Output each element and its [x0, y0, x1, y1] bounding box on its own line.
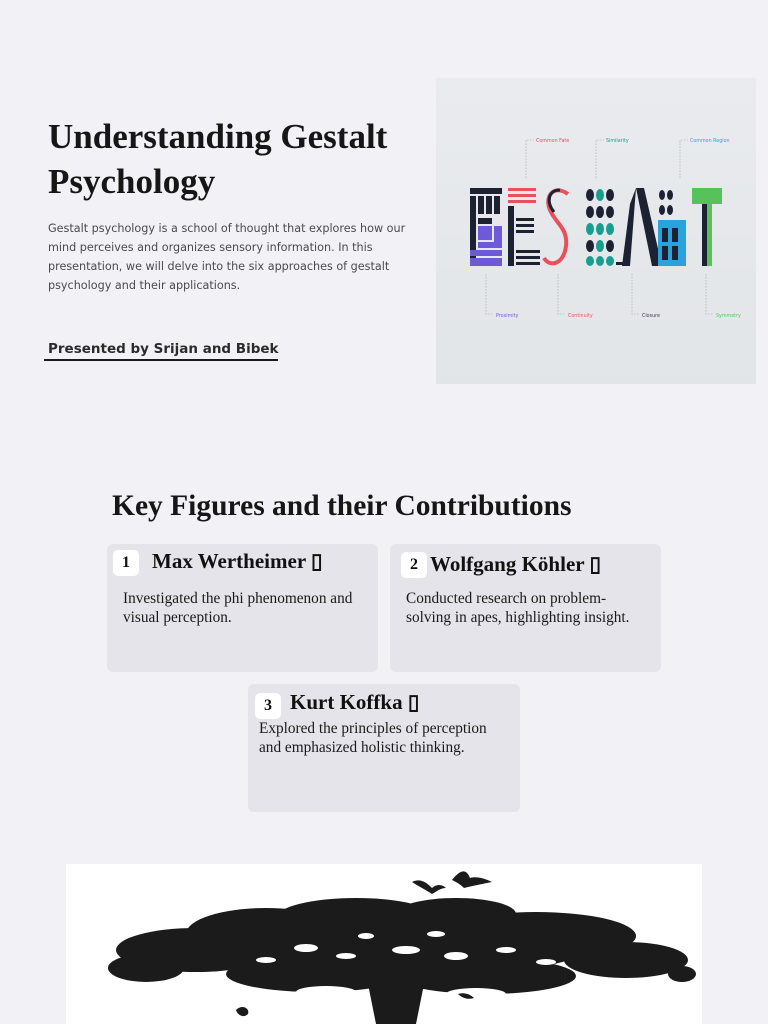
letter-e — [508, 188, 540, 266]
label-common-fate: Common Fate — [536, 139, 570, 144]
gestalt-word-graphic — [436, 78, 756, 384]
letter-t-dots — [586, 189, 614, 266]
letter-g — [470, 188, 502, 266]
label-common-region: Common Region — [690, 139, 730, 144]
figure-card-kohler — [390, 544, 661, 672]
label-symmetry: Symmetry — [716, 314, 741, 319]
tree-canopy — [108, 898, 696, 1024]
tree-and-birds-icon — [66, 864, 702, 1024]
bird-icons — [412, 871, 492, 894]
gestalt-illustration — [436, 78, 756, 384]
intro-description: Gestalt psychology is a school of thought that explores how our mind perceives and organizes sensory information. In this presentation, we will delve into the six approaches of gestalt psychology and their applications. — [48, 222, 406, 292]
figure-number: 1 — [113, 550, 139, 576]
figure-name: Max Wertheimer ▯ — [152, 549, 323, 573]
key-figures-title: Key Figures and their Contributions — [112, 490, 572, 522]
figure-description: Investigated the phi phenomenon and visual perception. — [123, 590, 353, 626]
missing-glyph-icon: ▯ — [407, 690, 420, 714]
figure-number: 3 — [255, 693, 281, 719]
presenters-link[interactable] — [44, 341, 278, 361]
figure-number: 2 — [401, 552, 427, 578]
missing-glyph-icon: ▯ — [589, 552, 602, 576]
figure-name: Wolfgang Köhler ▯ — [430, 552, 602, 576]
figure-description: Conducted research on problem-solving in apes, highlighting insight. — [406, 590, 630, 626]
label-closure: Closure — [642, 314, 660, 319]
label-continuity: Continuity — [568, 314, 593, 319]
page-title: Understanding Gestalt Psychology — [48, 117, 388, 201]
figure-description: Explored the principles of perception and emphasized holistic thinking. — [259, 720, 487, 756]
letter-a — [616, 188, 662, 266]
figure-card-wertheimer — [107, 544, 378, 672]
letter-l — [658, 190, 686, 266]
letter-t — [692, 188, 722, 266]
letter-s — [544, 190, 568, 263]
label-proximity: Proximity — [496, 314, 519, 319]
figure-name: Kurt Koffka ▯ — [290, 690, 420, 714]
missing-glyph-icon: ▯ — [311, 549, 323, 573]
presenters-label: Presented by Srijan and Bibek — [48, 341, 279, 357]
ground-silhouettes — [236, 993, 474, 1016]
label-similarity: Similarity — [606, 139, 629, 144]
tree-silhouette-image — [66, 864, 702, 1024]
figure-card-koffka — [248, 684, 520, 812]
